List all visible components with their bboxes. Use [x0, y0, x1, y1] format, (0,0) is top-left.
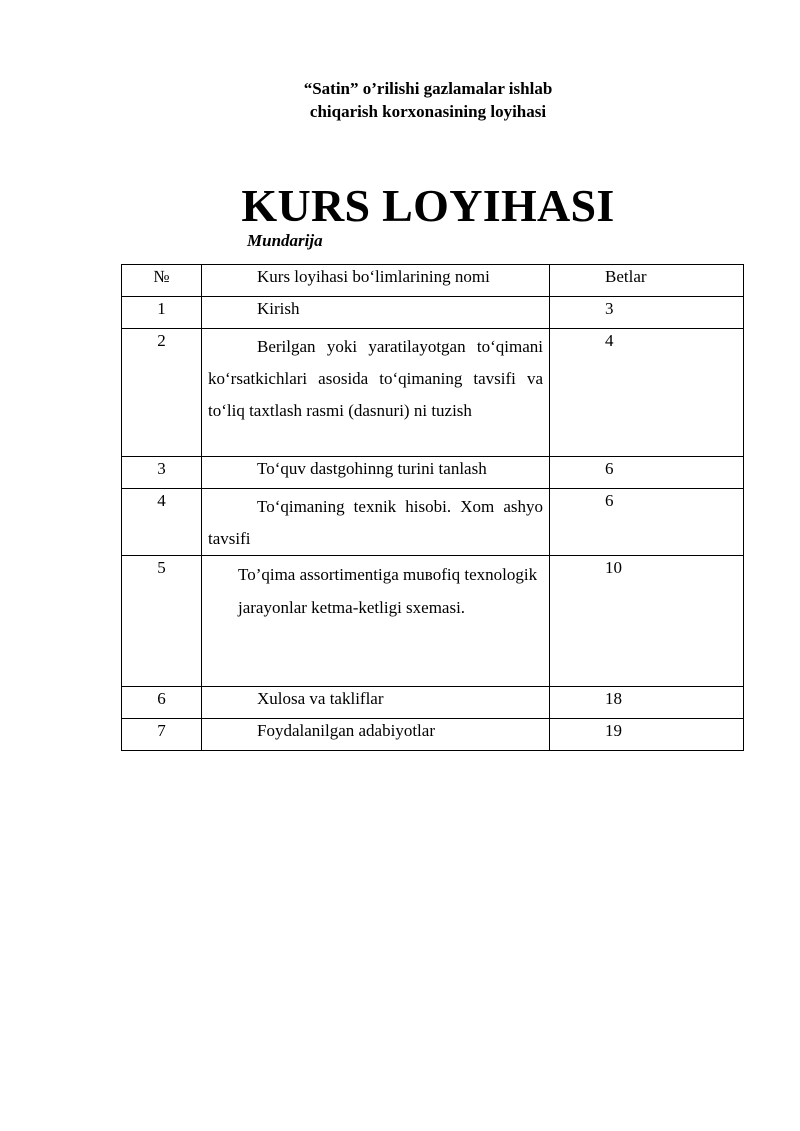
row-number: 4 [122, 489, 202, 556]
subtitle-line-2: chiqarish korxonasining loyihasi [309, 102, 547, 121]
column-header-title: Kurs loyihasi bo‘limlarining nomi [202, 265, 550, 297]
table-row [122, 297, 744, 329]
row-page: 6 [550, 489, 744, 556]
row-number: 6 [122, 687, 202, 719]
row-title: To‘quv dastgohinng turini tanlash [202, 457, 550, 489]
column-header-pages: Betlar [550, 265, 744, 297]
row-page: 19 [550, 719, 744, 751]
row-title: To‘qimaning texnik hisobi. Xom ashyo tavsifi [202, 489, 550, 556]
row-title: Kirish [202, 297, 550, 329]
row-number: 2 [122, 329, 202, 457]
row-title: Foydalanilgan adabiyotlar [202, 719, 550, 751]
table-row [122, 329, 744, 457]
row-number: 1 [122, 297, 202, 329]
row-number: 7 [122, 719, 202, 751]
row-page: 3 [550, 297, 744, 329]
row-page: 4 [550, 329, 744, 457]
table-row [122, 687, 744, 719]
page-title: KURS LOYIHASI [241, 180, 615, 231]
row-number: 5 [122, 556, 202, 687]
table-header-row [122, 265, 744, 297]
document-subtitle [0, 77, 800, 123]
toc-heading: Mundarija [247, 231, 323, 250]
row-page: 6 [550, 457, 744, 489]
table-row [122, 489, 744, 556]
subtitle-line-1: “Satin” o’rilishi gazlamalar ishlab [303, 79, 553, 98]
row-page: 18 [550, 687, 744, 719]
table-row [122, 457, 744, 489]
table-row [122, 556, 744, 687]
toc-table [121, 264, 744, 751]
row-title: Xulosa va takliflar [202, 687, 550, 719]
row-title: To’qima assortimentiga muвofiq texnologik jarayonlar ketma-ketligi sxemasi. [202, 556, 550, 687]
row-number: 3 [122, 457, 202, 489]
column-header-number: № [122, 265, 202, 297]
row-page: 10 [550, 556, 744, 687]
row-title: Berilgan yoki yaratilayotgan to‘qimani ko‘rsatkichlari asosida to‘qimaning tavsifi va to‘liq taxtlash rasmi (dasnuri) ni tuzish [202, 329, 550, 457]
table-row [122, 719, 744, 751]
